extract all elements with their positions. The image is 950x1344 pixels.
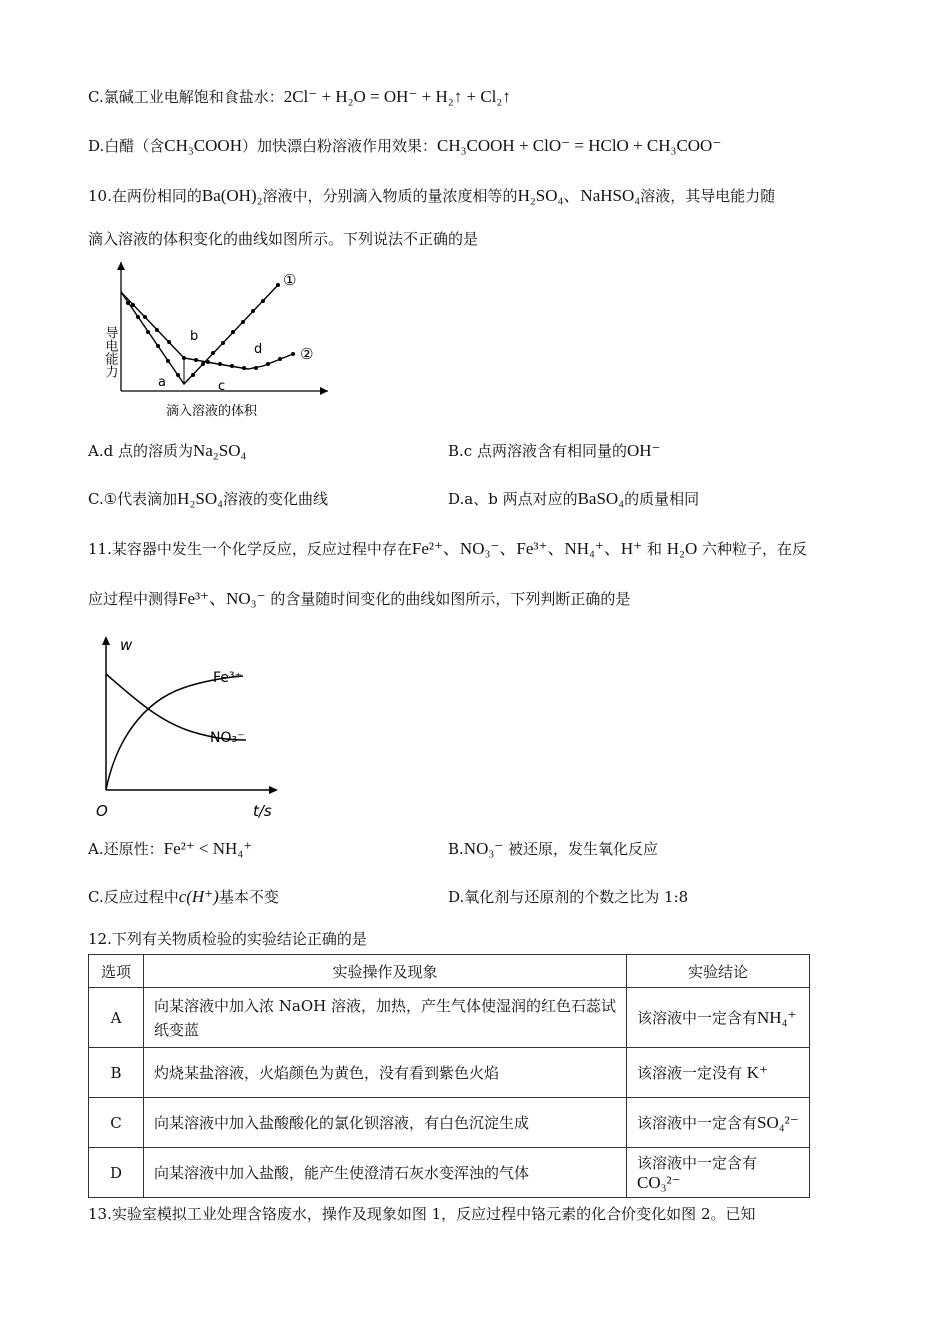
q12-row-b-operation: 灼烧某盐溶液，火焰颜色为黄色，没有看到紫色火焰	[144, 1048, 627, 1098]
q11-content-graph	[88, 630, 288, 825]
q9-d-mid: ）加快漂白粉溶液作用效果：	[241, 137, 437, 155]
q11-x-arrow-icon	[269, 786, 278, 794]
q11-origin: O	[96, 802, 108, 820]
q12-row-a-option: A	[89, 988, 144, 1048]
q12-row-c-option: C	[89, 1098, 144, 1148]
q10-opt-a-formula: Na₂SO₄	[192, 441, 247, 460]
q11-stem2-ions: Fe³⁺、NO₃⁻	[178, 589, 266, 608]
q12-row-c-conclusion	[627, 1098, 810, 1148]
q10-stem-line1	[88, 185, 775, 207]
q11-stem2-a: 应过程中测得	[88, 590, 179, 608]
q12-table	[88, 954, 810, 1198]
q10-stem-c: 溶液中，分别滴入物质的量浓度相等的	[262, 187, 518, 205]
q10-opt-c-text: C.①代表滴加	[88, 490, 178, 508]
table-row	[89, 1098, 810, 1148]
q9-d-equation: CH₃COOH + ClO⁻ = HClO + CH₃COO⁻	[437, 136, 722, 155]
q12-row-a-operation: 向某溶液中加入浓 NaOH 溶液，加热，产生气体使湿润的红色石蕊试纸变蓝	[144, 988, 627, 1048]
q10-opt-d-formula: BaSO₄	[577, 489, 625, 508]
q11-opt-b-formula: NO₃⁻	[463, 839, 504, 858]
q10-option-b	[448, 440, 661, 462]
q11-stem-a: 11.某容器中发生一个化学反应，反应过程中存在	[88, 540, 412, 558]
q11-y-label: w	[120, 636, 133, 654]
q10-opt-c-suffix: 溶液的变化曲线	[223, 490, 329, 508]
table-row	[89, 1048, 810, 1098]
q10-opt-b-text: B.c 点两溶液含有相同量的	[448, 442, 627, 460]
q11-stem-e: 六种粒子，在反	[702, 540, 808, 558]
q12-row-d-operation: 向某溶液中加入盐酸，能产生使澄清石灰水变浑浊的气体	[144, 1148, 627, 1198]
q9-c-equation: 2Cl⁻ + H₂O = OH⁻ + H₂↑ + Cl₂↑	[283, 87, 511, 106]
q11-stem2-c: 的含量随时间变化的曲线如图所示，下列判断正确的是	[270, 590, 631, 608]
q12-row-d-con-text: 该溶液中一定含有	[637, 1154, 758, 1172]
q11-label-fe3: Fe³⁺	[213, 670, 242, 686]
q11-opt-c-suffix: 基本不变	[218, 888, 279, 906]
q11-option-c	[88, 886, 279, 908]
q10-curve-1-points	[126, 283, 280, 377]
q9-d-prefix: D.白醋（含	[88, 137, 165, 155]
q12-row-d-option: D	[89, 1148, 144, 1198]
q10-opt-b-formula: OH⁻	[626, 441, 661, 460]
q10-x-arrow-icon	[320, 387, 328, 395]
q11-opt-c-formula: c(H⁺)	[178, 887, 219, 906]
q12-header-operation: 实验操作及现象	[144, 955, 627, 988]
q12-header-conclusion: 实验结论	[627, 955, 810, 988]
table-row	[89, 988, 810, 1048]
q12-row-d-con-formula: CO₃²⁻	[637, 1173, 681, 1192]
q10-point-b: b	[190, 329, 199, 344]
q11-opt-a-text: A.还原性：	[88, 840, 164, 858]
q10-point-a: a	[158, 375, 166, 390]
q11-option-a	[88, 838, 252, 860]
q11-stem-line2	[88, 588, 630, 610]
q11-stem-line1	[88, 538, 807, 560]
q11-opt-b-suffix: 被还原，发生氧化反应	[508, 840, 659, 858]
q12-row-b-conclusion	[627, 1048, 810, 1098]
q10-point-d: d	[254, 342, 263, 357]
q10-stem-e: 溶液，其导电能力随	[640, 187, 776, 205]
q13-stem: 13.实验室模拟工业处理含铬废水，操作及现象如图 1，反应过程中铬元素的化合价变化如图 2。已知	[88, 1205, 756, 1223]
q12-stem: 12.下列有关物质检验的实验结论正确的是	[88, 930, 367, 948]
q10-x-label: 滴入溶液的体积	[166, 404, 258, 419]
q12-row-b-con-formula: K⁺	[746, 1063, 769, 1082]
q12-row-b-option: B	[89, 1048, 144, 1098]
q11-option-b	[448, 838, 658, 860]
q10-stem-line2: 滴入溶液的体积变化的曲线如图所示。下列说法不正确的是	[88, 230, 479, 248]
q11-stem-ions: Fe²⁺、NO₃⁻、Fe³⁺、NH₄⁺、H⁺	[411, 539, 643, 558]
q10-point-c: c	[218, 379, 226, 394]
q10-curve-2-label: ②	[300, 345, 314, 363]
q12-row-a-con-text: 该溶液中一定含有	[637, 1009, 758, 1027]
q10-curve-1-label: ①	[283, 271, 297, 289]
q10-curve-2-points	[131, 303, 295, 370]
q10-y-label: 导电能力	[102, 326, 118, 378]
q10-stem-formula-baoh2: Ba(OH)₂	[201, 186, 263, 205]
q12-header-option: 选项	[89, 955, 144, 988]
q10-opt-a-text: A.d 点的溶质为	[88, 442, 193, 460]
q12-row-a-conclusion	[627, 988, 810, 1048]
q12-row-c-con-formula: SO₄²⁻	[757, 1113, 799, 1132]
q11-label-no3: NO₃⁻	[210, 730, 245, 746]
q12-row-b-con-text: 该溶液一定没有	[637, 1064, 743, 1082]
q10-opt-d-text: D.a、b 两点对应的	[448, 490, 578, 508]
q11-opt-a-formula: Fe²⁺ < NH₄⁺	[163, 839, 253, 858]
q10-opt-c-formula: H₂SO₄	[177, 489, 224, 508]
q10-stem-a: 10.在两份相同的	[88, 187, 202, 205]
q9-option-c	[88, 86, 511, 108]
q11-opt-c-text: C.反应过程中	[88, 888, 179, 906]
q9-d-formula: CH₃COOH	[164, 136, 242, 155]
q12-row-d-conclusion	[627, 1148, 810, 1198]
q10-conductivity-graph	[88, 258, 338, 423]
q11-y-arrow-icon	[102, 636, 110, 645]
q11-opt-b-text: B.	[448, 840, 464, 858]
table-row	[89, 1148, 810, 1198]
q11-stem-water: H₂O	[666, 539, 698, 558]
q11-stem-and: 和	[646, 540, 662, 558]
q11-x-label: t/s	[253, 802, 272, 820]
q12-row-c-operation: 向某溶液中加入盐酸酸化的氯化钡溶液，有白色沉淀生成	[144, 1098, 627, 1148]
q11-option-d: D.氧化剂与还原剂的个数之比为 1:8	[448, 888, 689, 906]
q9-c-prefix: C.氯碱工业电解饱和食盐水：	[88, 88, 284, 106]
q12-row-c-con-text: 该溶液中一定含有	[637, 1114, 758, 1132]
q10-y-arrow-icon	[117, 262, 125, 270]
q10-stem-formula-acids: H₂SO₄、NaHSO₄	[517, 186, 641, 205]
q12-row-a-con-formula: NH₄⁺	[757, 1008, 797, 1027]
q10-option-c	[88, 488, 328, 510]
q10-option-d	[448, 488, 699, 510]
q10-option-a	[88, 440, 246, 462]
q10-opt-d-suffix: 的质量相同	[624, 490, 700, 508]
q12-header-row	[89, 955, 810, 988]
q9-option-d	[88, 135, 721, 157]
